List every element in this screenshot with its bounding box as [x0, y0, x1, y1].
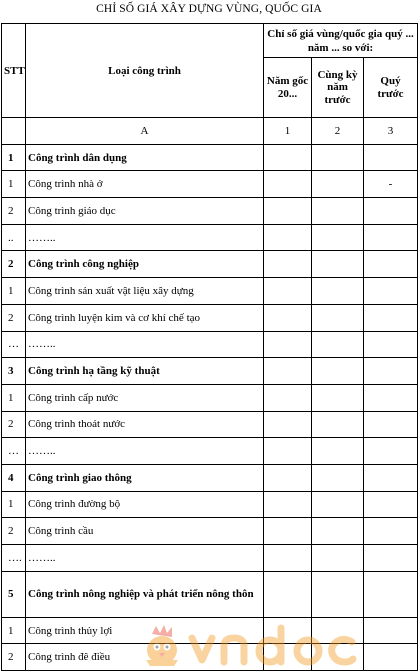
cell-same-period — [312, 198, 364, 225]
cell-loai-cong-trinh: Công trình sản xuất vật liệu xây dựng — [26, 278, 264, 305]
cell-same-period — [312, 331, 364, 358]
cell-base-year — [264, 358, 312, 385]
index-cell-2: 2 — [312, 118, 364, 145]
cell-stt: 1 — [2, 491, 26, 518]
header-same-period: Cùng kỳ năm trước — [312, 58, 364, 118]
cell-loai-cong-trinh: Công trình thủy lợi — [26, 617, 264, 644]
cell-stt: 1 — [2, 617, 26, 644]
cell-stt: 1 — [2, 384, 26, 411]
cell-stt: 2 — [2, 304, 26, 331]
table-row — [2, 545, 418, 572]
vndoc-wordmark — [192, 628, 353, 662]
mascot-icon — [146, 625, 178, 666]
cell-previous-quarter — [364, 251, 418, 278]
table-row — [2, 518, 418, 545]
cell-stt: 1 — [2, 171, 26, 198]
table-row — [2, 464, 418, 491]
cell-loai-cong-trinh: Công trình nhà ở — [26, 171, 264, 198]
header-previous-quarter: Quý trước — [364, 58, 418, 118]
cell-loai-cong-trinh: Công trình cấp nước — [26, 384, 264, 411]
table-row — [2, 438, 418, 465]
cell-stt: 3 — [2, 358, 26, 385]
cell-same-period — [312, 384, 364, 411]
cell-loai-cong-trinh: Công trình luyện kim và cơ khí chế tạo — [26, 304, 264, 331]
header-base-year: Năm gốc 20... — [264, 58, 312, 118]
table-row — [2, 171, 418, 198]
cell-same-period — [312, 464, 364, 491]
cell-loai-cong-trinh: Công trình hạ tầng kỹ thuật — [26, 358, 264, 385]
cell-base-year — [264, 491, 312, 518]
cell-previous-quarter — [364, 571, 418, 617]
cell-stt: … — [2, 438, 26, 465]
table-body — [2, 118, 418, 671]
cell-same-period — [312, 518, 364, 545]
index-cell-1: 1 — [264, 118, 312, 145]
header-loai-cong-trinh: Loại công trình — [26, 24, 264, 118]
cell-previous-quarter — [364, 358, 418, 385]
table-row — [2, 278, 418, 305]
cell-same-period — [312, 438, 364, 465]
header-stt: STT — [2, 24, 26, 118]
cell-previous-quarter — [364, 438, 418, 465]
cell-same-period — [312, 411, 364, 438]
cell-stt: 1 — [2, 144, 26, 171]
cell-loai-cong-trinh: Công trình đê điều — [26, 644, 264, 671]
cell-loai-cong-trinh: …….. — [26, 331, 264, 358]
cell-previous-quarter — [364, 411, 418, 438]
cell-same-period — [312, 545, 364, 572]
cell-previous-quarter — [364, 617, 418, 644]
cell-same-period — [312, 571, 364, 617]
cell-base-year — [264, 411, 312, 438]
cell-previous-quarter: - — [364, 171, 418, 198]
cell-base-year — [264, 171, 312, 198]
cell-same-period — [312, 278, 364, 305]
index-cell-stt — [2, 118, 26, 145]
cell-stt: 2 — [2, 198, 26, 225]
cell-stt: 2 — [2, 251, 26, 278]
cell-previous-quarter — [364, 331, 418, 358]
cell-base-year — [264, 331, 312, 358]
cell-same-period — [312, 304, 364, 331]
cell-loai-cong-trinh: Công trình giao thông — [26, 464, 264, 491]
cell-base-year — [264, 571, 312, 617]
cell-base-year — [264, 144, 312, 171]
cell-loai-cong-trinh: Công trình dân dụng — [26, 144, 264, 171]
cell-base-year — [264, 278, 312, 305]
cell-stt: 2 — [2, 518, 26, 545]
cell-previous-quarter — [364, 464, 418, 491]
cell-stt: 2 — [2, 411, 26, 438]
table-row — [2, 304, 418, 331]
cell-base-year — [264, 545, 312, 572]
cell-base-year — [264, 518, 312, 545]
cell-stt: 2 — [2, 644, 26, 671]
header-index-group: Chỉ số giá vùng/quốc gia quý ... năm ... so với: — [264, 24, 418, 58]
table-row — [2, 251, 418, 278]
cell-previous-quarter — [364, 224, 418, 251]
table-row — [2, 571, 418, 617]
index-cell-3: 3 — [364, 118, 418, 145]
cell-base-year — [264, 438, 312, 465]
cell-loai-cong-trinh: Công trình đường bộ — [26, 491, 264, 518]
table-row — [2, 358, 418, 385]
cell-previous-quarter — [364, 278, 418, 305]
cell-same-period — [312, 224, 364, 251]
table-row — [2, 198, 418, 225]
table-title: CHỈ SỐ GIÁ XÂY DỰNG VÙNG, QUỐC GIA — [96, 3, 322, 15]
table-row — [2, 224, 418, 251]
cell-loai-cong-trinh: Công trình thoát nước — [26, 411, 264, 438]
cell-base-year — [264, 224, 312, 251]
cell-stt: …. — [2, 545, 26, 572]
cell-previous-quarter — [364, 198, 418, 225]
cell-same-period — [312, 491, 364, 518]
price-index-table — [1, 23, 418, 671]
cell-loai-cong-trinh: Công trình công nghiệp — [26, 251, 264, 278]
table-row — [2, 411, 418, 438]
cell-same-period — [312, 144, 364, 171]
table-row — [2, 144, 418, 171]
cell-loai-cong-trinh: Công trình nông nghiệp và phát triển nông thôn — [26, 571, 264, 617]
cell-base-year — [264, 464, 312, 491]
cell-stt: 1 — [2, 278, 26, 305]
cell-base-year — [264, 198, 312, 225]
table-row — [2, 491, 418, 518]
cell-loai-cong-trinh: Công trình cầu — [26, 518, 264, 545]
cell-stt: 5 — [2, 571, 26, 617]
cell-previous-quarter — [364, 304, 418, 331]
cell-loai-cong-trinh: Công trình giáo dục — [26, 198, 264, 225]
table-row — [2, 331, 418, 358]
cell-base-year — [264, 251, 312, 278]
cell-previous-quarter — [364, 518, 418, 545]
cell-stt: … — [2, 331, 26, 358]
cell-previous-quarter — [364, 384, 418, 411]
cell-previous-quarter — [364, 144, 418, 171]
table-row — [2, 384, 418, 411]
cell-same-period — [312, 171, 364, 198]
cell-loai-cong-trinh: …….. — [26, 545, 264, 572]
cell-loai-cong-trinh: …….. — [26, 224, 264, 251]
cell-previous-quarter — [364, 545, 418, 572]
cell-previous-quarter — [364, 491, 418, 518]
cell-stt: 4 — [2, 464, 26, 491]
cell-same-period — [312, 251, 364, 278]
index-cell-a: A — [26, 118, 264, 145]
cell-stt: .. — [2, 224, 26, 251]
cell-base-year — [264, 384, 312, 411]
index-row — [2, 118, 418, 145]
cell-loai-cong-trinh: …….. — [26, 438, 264, 465]
cell-same-period — [312, 358, 364, 385]
cell-base-year — [264, 304, 312, 331]
watermark-logo — [140, 620, 370, 667]
